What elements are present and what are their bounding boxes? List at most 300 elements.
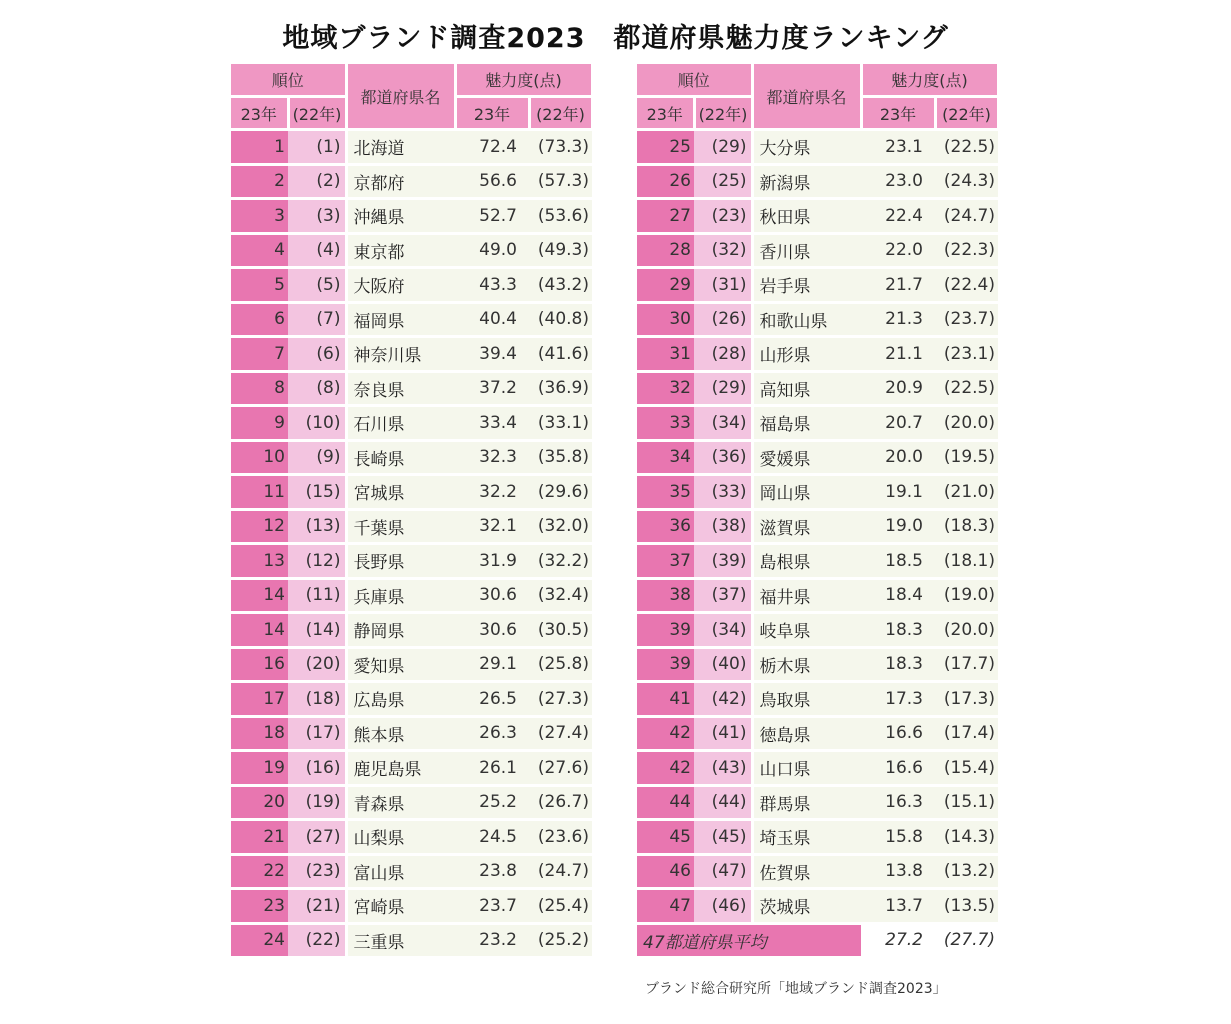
rank-2022: (29): [694, 130, 752, 165]
rank-2023: 21: [231, 820, 288, 855]
score-2022: (32.4): [529, 578, 592, 613]
table-row: [231, 509, 592, 544]
score-2023: 32.2: [455, 475, 529, 510]
table-row: [231, 820, 592, 855]
prefecture-name: 島根県: [752, 544, 861, 579]
rank-2023: 13: [231, 544, 288, 579]
table-row: [637, 440, 998, 475]
table-row: [231, 337, 592, 372]
rank-2023: 17: [231, 682, 288, 717]
prefecture-name: 福井県: [752, 578, 861, 613]
score-2022: (25.4): [529, 889, 592, 924]
prefecture-name: 大阪府: [346, 268, 455, 303]
average-score-2022: (27.7): [935, 923, 998, 958]
score-2022: (24.3): [935, 164, 998, 199]
rank-2022: (41): [694, 716, 752, 751]
rank-2023: 11: [231, 475, 288, 510]
table-row: [231, 302, 592, 337]
rank-2023: 6: [231, 302, 288, 337]
header-points-22: (22年): [529, 97, 592, 130]
rank-2023: 3: [231, 199, 288, 234]
header-points-23: 23年: [861, 97, 935, 130]
prefecture-name: 滋賀県: [752, 509, 861, 544]
rank-2022: (42): [694, 682, 752, 717]
rank-2022: (26): [694, 302, 752, 337]
rank-2023: 14: [231, 578, 288, 613]
rank-2023: 18: [231, 716, 288, 751]
score-2023: 72.4: [455, 130, 529, 165]
prefecture-name: 岩手県: [752, 268, 861, 303]
rank-2023: 5: [231, 268, 288, 303]
score-2023: 26.5: [455, 682, 529, 717]
score-2023: 37.2: [455, 371, 529, 406]
prefecture-name: 茨城県: [752, 889, 861, 924]
rank-2023: 39: [637, 647, 694, 682]
table-row: [637, 302, 998, 337]
ranking-table-right: [637, 64, 1000, 959]
score-2023: 23.8: [455, 854, 529, 889]
table-row: [637, 613, 998, 648]
rank-2023: 23: [231, 889, 288, 924]
table-row: [231, 578, 592, 613]
rank-2023: 38: [637, 578, 694, 613]
table-row: [231, 854, 592, 889]
rank-2023: 46: [637, 854, 694, 889]
score-2022: (26.7): [529, 785, 592, 820]
table-row: [637, 716, 998, 751]
score-2022: (19.5): [935, 440, 998, 475]
score-2022: (27.3): [529, 682, 592, 717]
rank-2022: (37): [694, 578, 752, 613]
score-2023: 19.1: [861, 475, 935, 510]
score-2023: 16.6: [861, 751, 935, 786]
rank-2023: 42: [637, 716, 694, 751]
score-2022: (13.5): [935, 889, 998, 924]
prefecture-name: 長崎県: [346, 440, 455, 475]
table-row: [231, 923, 592, 958]
prefecture-name: 山口県: [752, 751, 861, 786]
rank-2022: (40): [694, 647, 752, 682]
rank-2022: (27): [288, 820, 346, 855]
score-2023: 39.4: [455, 337, 529, 372]
rank-2023: 41: [637, 682, 694, 717]
score-2023: 21.7: [861, 268, 935, 303]
score-2022: (30.5): [529, 613, 592, 648]
prefecture-name: 北海道: [346, 130, 455, 165]
score-2023: 20.7: [861, 406, 935, 441]
score-2022: (22.5): [935, 130, 998, 165]
header-rank-22: (22年): [694, 97, 752, 130]
score-2023: 20.9: [861, 371, 935, 406]
prefecture-name: 秋田県: [752, 199, 861, 234]
score-2023: 23.1: [861, 130, 935, 165]
score-2022: (22.4): [935, 268, 998, 303]
prefecture-name: 神奈川県: [346, 337, 455, 372]
rank-2022: (34): [694, 406, 752, 441]
score-2023: 22.4: [861, 199, 935, 234]
prefecture-name: 広島県: [346, 682, 455, 717]
prefecture-name: 石川県: [346, 406, 455, 441]
score-2022: (35.8): [529, 440, 592, 475]
score-2023: 29.1: [455, 647, 529, 682]
score-2022: (25.2): [529, 923, 592, 958]
rank-2023: 24: [231, 923, 288, 958]
rank-2023: 4: [231, 233, 288, 268]
header-pref: 都道府県名: [346, 64, 455, 130]
rank-2023: 7: [231, 337, 288, 372]
score-2023: 32.1: [455, 509, 529, 544]
score-2023: 26.1: [455, 751, 529, 786]
rank-2023: 44: [637, 785, 694, 820]
score-2022: (36.9): [529, 371, 592, 406]
table-row: [637, 371, 998, 406]
table-row: [231, 164, 592, 199]
score-2023: 16.6: [861, 716, 935, 751]
prefecture-name: 大分県: [752, 130, 861, 165]
prefecture-name: 香川県: [752, 233, 861, 268]
prefecture-name: 宮城県: [346, 475, 455, 510]
score-2023: 15.8: [861, 820, 935, 855]
score-2022: (23.6): [529, 820, 592, 855]
prefecture-name: 佐賀県: [752, 854, 861, 889]
score-2022: (18.1): [935, 544, 998, 579]
score-2023: 24.5: [455, 820, 529, 855]
table-row: [637, 130, 998, 165]
table-row: [231, 440, 592, 475]
score-2023: 18.4: [861, 578, 935, 613]
score-2023: 31.9: [455, 544, 529, 579]
rank-2022: (23): [288, 854, 346, 889]
rank-2023: 35: [637, 475, 694, 510]
header-rank: 順位: [637, 64, 752, 97]
score-2022: (73.3): [529, 130, 592, 165]
prefecture-name: 福岡県: [346, 302, 455, 337]
rank-2022: (12): [288, 544, 346, 579]
score-2023: 23.7: [455, 889, 529, 924]
score-2023: 23.0: [861, 164, 935, 199]
rank-2022: (45): [694, 820, 752, 855]
score-2023: 17.3: [861, 682, 935, 717]
rank-2023: 36: [637, 509, 694, 544]
ranking-table: [637, 64, 1000, 959]
rank-2023: 10: [231, 440, 288, 475]
prefecture-name: 青森県: [346, 785, 455, 820]
score-2022: (14.3): [935, 820, 998, 855]
score-2022: (43.2): [529, 268, 592, 303]
average-label: 47都道府県平均: [637, 923, 861, 958]
header-points-23: 23年: [455, 97, 529, 130]
score-2022: (17.4): [935, 716, 998, 751]
rank-2022: (11): [288, 578, 346, 613]
rank-2023: 31: [637, 337, 694, 372]
score-2023: 18.3: [861, 647, 935, 682]
prefecture-name: 群馬県: [752, 785, 861, 820]
score-2023: 32.3: [455, 440, 529, 475]
score-2023: 22.0: [861, 233, 935, 268]
average-score-2023: 27.2: [861, 923, 935, 958]
score-2022: (20.0): [935, 613, 998, 648]
rank-2023: 16: [231, 647, 288, 682]
source-note: ブランド総合研究所「地域ブランド調査2023」: [645, 981, 947, 997]
rank-2022: (16): [288, 751, 346, 786]
rank-2022: (18): [288, 682, 346, 717]
rank-2023: 30: [637, 302, 694, 337]
rank-2023: 19: [231, 751, 288, 786]
score-2022: (53.6): [529, 199, 592, 234]
score-2023: 18.5: [861, 544, 935, 579]
table-row: [231, 199, 592, 234]
rank-2022: (25): [694, 164, 752, 199]
score-2022: (40.8): [529, 302, 592, 337]
score-2022: (27.6): [529, 751, 592, 786]
score-2023: 13.7: [861, 889, 935, 924]
table-row: [637, 509, 998, 544]
table-row: [231, 475, 592, 510]
prefecture-name: 沖縄県: [346, 199, 455, 234]
rank-2023: 12: [231, 509, 288, 544]
rank-2022: (14): [288, 613, 346, 648]
prefecture-name: 静岡県: [346, 613, 455, 648]
score-2022: (17.7): [935, 647, 998, 682]
rank-2022: (44): [694, 785, 752, 820]
rank-2022: (34): [694, 613, 752, 648]
score-2023: 40.4: [455, 302, 529, 337]
score-2023: 30.6: [455, 613, 529, 648]
score-2023: 56.6: [455, 164, 529, 199]
score-2023: 30.6: [455, 578, 529, 613]
table-row: [637, 785, 998, 820]
table-row: [637, 475, 998, 510]
rank-2023: 22: [231, 854, 288, 889]
rank-2022: (28): [694, 337, 752, 372]
rank-2022: (1): [288, 130, 346, 165]
table-row: [637, 751, 998, 786]
score-2023: 18.3: [861, 613, 935, 648]
prefecture-name: 鹿児島県: [346, 751, 455, 786]
table-row: [637, 578, 998, 613]
score-2023: 13.8: [861, 854, 935, 889]
rank-2023: 2: [231, 164, 288, 199]
header-points: 魅力度(点): [861, 64, 998, 97]
score-2022: (32.0): [529, 509, 592, 544]
rank-2022: (36): [694, 440, 752, 475]
prefecture-name: 愛媛県: [752, 440, 861, 475]
rank-2022: (7): [288, 302, 346, 337]
score-2022: (25.8): [529, 647, 592, 682]
score-2022: (19.0): [935, 578, 998, 613]
score-2022: (15.4): [935, 751, 998, 786]
table-row: [231, 233, 592, 268]
prefecture-name: 岐阜県: [752, 613, 861, 648]
prefecture-name: 長野県: [346, 544, 455, 579]
rank-2022: (20): [288, 647, 346, 682]
ranking-table-left: [231, 64, 594, 959]
rank-2023: 47: [637, 889, 694, 924]
prefecture-name: 京都府: [346, 164, 455, 199]
prefecture-name: 山梨県: [346, 820, 455, 855]
table-row: [231, 130, 592, 165]
table-row: [637, 199, 998, 234]
score-2023: 43.3: [455, 268, 529, 303]
prefecture-name: 和歌山県: [752, 302, 861, 337]
prefecture-name: 新潟県: [752, 164, 861, 199]
prefecture-name: 兵庫県: [346, 578, 455, 613]
table-row: [637, 889, 998, 924]
table-row: [637, 544, 998, 579]
score-2023: 16.3: [861, 785, 935, 820]
score-2022: (29.6): [529, 475, 592, 510]
rank-2022: (22): [288, 923, 346, 958]
prefecture-name: 東京都: [346, 233, 455, 268]
rank-2023: 25: [637, 130, 694, 165]
score-2023: 20.0: [861, 440, 935, 475]
rank-2022: (31): [694, 268, 752, 303]
rank-2023: 32: [637, 371, 694, 406]
rank-2023: 1: [231, 130, 288, 165]
rank-2022: (15): [288, 475, 346, 510]
table-row: [231, 371, 592, 406]
score-2023: 25.2: [455, 785, 529, 820]
prefecture-name: 栃木県: [752, 647, 861, 682]
prefecture-name: 宮崎県: [346, 889, 455, 924]
prefecture-name: 山形県: [752, 337, 861, 372]
rank-2022: (46): [694, 889, 752, 924]
header-points-22: (22年): [935, 97, 998, 130]
prefecture-name: 徳島県: [752, 716, 861, 751]
table-row: [231, 682, 592, 717]
score-2023: 19.0: [861, 509, 935, 544]
page-title: 地域ブランド調査2023 都道府県魅力度ランキング: [282, 23, 949, 54]
prefecture-name: 愛知県: [346, 647, 455, 682]
average-row: [637, 923, 998, 958]
score-2022: (24.7): [935, 199, 998, 234]
rank-2023: 14: [231, 613, 288, 648]
rank-2022: (17): [288, 716, 346, 751]
score-2022: (17.3): [935, 682, 998, 717]
score-2023: 21.3: [861, 302, 935, 337]
rank-2022: (5): [288, 268, 346, 303]
table-row: [231, 406, 592, 441]
rank-2022: (21): [288, 889, 346, 924]
table-row: [637, 337, 998, 372]
score-2023: 21.1: [861, 337, 935, 372]
table-row: [637, 233, 998, 268]
rank-2022: (23): [694, 199, 752, 234]
score-2022: (57.3): [529, 164, 592, 199]
prefecture-name: 高知県: [752, 371, 861, 406]
rank-2023: 39: [637, 613, 694, 648]
rank-2022: (38): [694, 509, 752, 544]
rank-2023: 8: [231, 371, 288, 406]
rank-2023: 45: [637, 820, 694, 855]
table-row: [231, 716, 592, 751]
rank-2023: 37: [637, 544, 694, 579]
table-row: [231, 785, 592, 820]
score-2022: (32.2): [529, 544, 592, 579]
rank-2023: 29: [637, 268, 694, 303]
score-2022: (18.3): [935, 509, 998, 544]
table-row: [637, 682, 998, 717]
table-row: [637, 164, 998, 199]
score-2022: (49.3): [529, 233, 592, 268]
score-2022: (22.5): [935, 371, 998, 406]
header-pref: 都道府県名: [752, 64, 861, 130]
table-row: [637, 406, 998, 441]
prefecture-name: 熊本県: [346, 716, 455, 751]
prefecture-name: 鳥取県: [752, 682, 861, 717]
rank-2022: (39): [694, 544, 752, 579]
rank-2023: 28: [637, 233, 694, 268]
table-row: [231, 613, 592, 648]
rank-2022: (29): [694, 371, 752, 406]
rank-2022: (33): [694, 475, 752, 510]
prefecture-name: 福島県: [752, 406, 861, 441]
score-2023: 26.3: [455, 716, 529, 751]
score-2022: (41.6): [529, 337, 592, 372]
table-row: [231, 268, 592, 303]
prefecture-name: 三重県: [346, 923, 455, 958]
rank-2022: (6): [288, 337, 346, 372]
prefecture-name: 岡山県: [752, 475, 861, 510]
score-2022: (15.1): [935, 785, 998, 820]
rank-2022: (47): [694, 854, 752, 889]
table-row: [231, 647, 592, 682]
score-2023: 49.0: [455, 233, 529, 268]
prefecture-name: 富山県: [346, 854, 455, 889]
score-2022: (33.1): [529, 406, 592, 441]
header-points: 魅力度(点): [455, 64, 592, 97]
rank-2022: (3): [288, 199, 346, 234]
rank-2022: (10): [288, 406, 346, 441]
rank-2023: 34: [637, 440, 694, 475]
rank-2022: (9): [288, 440, 346, 475]
rank-2023: 33: [637, 406, 694, 441]
score-2022: (20.0): [935, 406, 998, 441]
prefecture-name: 奈良県: [346, 371, 455, 406]
table-row: [231, 751, 592, 786]
prefecture-name: 千葉県: [346, 509, 455, 544]
score-2022: (22.3): [935, 233, 998, 268]
header-rank-22: (22年): [288, 97, 346, 130]
rank-2022: (2): [288, 164, 346, 199]
rank-2022: (32): [694, 233, 752, 268]
header-rank-23: 23年: [637, 97, 694, 130]
header-rank: 順位: [231, 64, 346, 97]
table-row: [231, 889, 592, 924]
table-row: [637, 268, 998, 303]
table-row: [637, 854, 998, 889]
score-2022: (27.4): [529, 716, 592, 751]
score-2022: (23.7): [935, 302, 998, 337]
rank-2023: 9: [231, 406, 288, 441]
score-2022: (13.2): [935, 854, 998, 889]
score-2022: (24.7): [529, 854, 592, 889]
score-2022: (23.1): [935, 337, 998, 372]
score-2023: 23.2: [455, 923, 529, 958]
header-rank-23: 23年: [231, 97, 288, 130]
rank-2023: 42: [637, 751, 694, 786]
rank-2022: (8): [288, 371, 346, 406]
table-row: [231, 544, 592, 579]
rank-2023: 20: [231, 785, 288, 820]
rank-2022: (19): [288, 785, 346, 820]
score-2023: 33.4: [455, 406, 529, 441]
rank-2023: 27: [637, 199, 694, 234]
score-2022: (21.0): [935, 475, 998, 510]
rank-2023: 26: [637, 164, 694, 199]
prefecture-name: 埼玉県: [752, 820, 861, 855]
table-row: [637, 647, 998, 682]
